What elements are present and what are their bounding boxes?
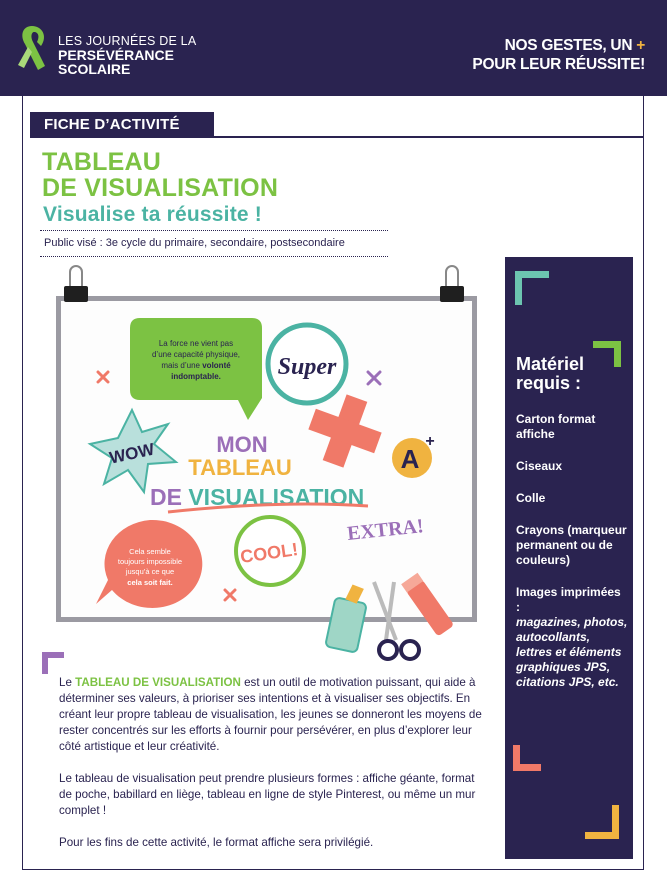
quote-green-strong-1: volonté [202, 361, 231, 370]
material-item: Ciseaux [516, 459, 563, 473]
material-item-label: Images imprimées : [516, 585, 621, 614]
page-subtitle: Visualise ta réussite ! [43, 203, 262, 226]
target-audience: Public visé : 3e cycle du primaire, secondaire, postsecondaire [40, 230, 388, 257]
slogan-plus: + [636, 37, 645, 54]
material-item [516, 585, 628, 690]
super-badge [268, 325, 346, 403]
art-de: DE [150, 484, 189, 510]
quote-green-line-3: mais d’une [161, 361, 203, 370]
p1-pre: Le [59, 676, 76, 689]
description-paragraph-3: Pour les fins de cette activité, le format affiche sera privilégié. [59, 836, 374, 849]
corner-accent-purple [42, 652, 64, 674]
a-plus-sign: + [425, 433, 435, 450]
cool-text: COOL! [239, 539, 300, 567]
material-item: Crayons (marqueur permanent ou de couleurs) [516, 523, 627, 567]
corner-accent-teal [515, 271, 549, 305]
corner-accent-coral [513, 745, 541, 771]
extra-text: EXTRA! [346, 515, 425, 545]
activity-tag: FICHE D’ACTIVITÉ [30, 112, 214, 138]
quote-green-line-2: d’une capacité physique, [151, 350, 241, 359]
wow-text: WOW [107, 439, 157, 468]
quote-red-line-2: toujours impossible [117, 557, 183, 566]
binder-clip-left-icon [64, 266, 88, 302]
logo-line-2: PERSÉVÉRANCE [58, 47, 174, 63]
material-item-detail: magazines, photos, autocollants, lettres et éléments graphiques JPS, citations JPS, etc. [516, 615, 628, 689]
description [59, 675, 487, 867]
art-tableau: TABLEAU [188, 455, 292, 480]
material-item: Carton format affiche [516, 412, 596, 441]
title-line-2: DE VISUALISATION [42, 174, 279, 202]
materials-title-line-1: Matériel [516, 354, 585, 374]
corner-accent-green [593, 341, 621, 367]
red-plus-icon [308, 394, 381, 467]
quote-bubble-green [130, 318, 262, 420]
material-item: Colle [516, 491, 546, 505]
materials-title [516, 355, 584, 393]
wow-star [90, 410, 176, 492]
description-paragraph-2: Le tableau de visualisation peut prendre plusieurs formes : affiche géante, format de poche, babillard en liège, tableau en ligne de style Pinterest, ou même un mur complet ! [59, 772, 476, 817]
p1-highlight: TABLEAU DE VISUALISATION [75, 676, 241, 689]
quote-red-line-3: jusqu’à ce que [125, 567, 175, 576]
art-mon: MON [216, 432, 268, 457]
quote-bubble-red [96, 520, 202, 608]
quote-red-strong: cela soit fait. [127, 578, 173, 587]
glue-bottle-icon [325, 584, 367, 653]
materials-sidebar [505, 257, 633, 859]
binder-clip-right-icon [440, 266, 464, 302]
art-visualisation: VISUALISATION [188, 484, 365, 510]
logo-line-1: LES JOURNÉES DE LA [58, 34, 197, 48]
title-line-1: TABLEAU [42, 148, 161, 176]
quote-green-strong-2: indomptable. [171, 372, 221, 381]
logo-line-3: SCOLAIRE [58, 61, 131, 77]
a-plus-badge [392, 433, 435, 478]
p1-post: est un outil de motivation puissant, qui aide à déterminer ses valeurs, à prioriser ses intentions et à visualiser ses objectifs. En créant leur propre tableau de visualisation, les jeunes se donneront les moyens de rester concentrés sur les efforts à fournir pour persévérer, en plus d’explorer leur côté artistique et leur créativité. [59, 676, 482, 753]
slogan-line-1: NOS GESTES, UN [504, 37, 637, 54]
svg-text:mais d’une volonté [161, 361, 231, 370]
materials-list [516, 412, 628, 707]
description-paragraph-1 [59, 675, 487, 755]
a-plus-letter: A [400, 444, 420, 474]
corner-accent-orange [585, 805, 619, 839]
super-text: Super [277, 354, 337, 380]
materials-title-line-2: requis : [516, 373, 582, 393]
slogan-line-2: POUR LEUR RÉUSSITE! [472, 56, 645, 73]
quote-green-line-1: La force ne vient pas [158, 339, 234, 348]
quote-red-line-1: Cela semble [129, 547, 171, 556]
highlighter-icon [401, 573, 454, 637]
cool-badge [236, 517, 304, 585]
